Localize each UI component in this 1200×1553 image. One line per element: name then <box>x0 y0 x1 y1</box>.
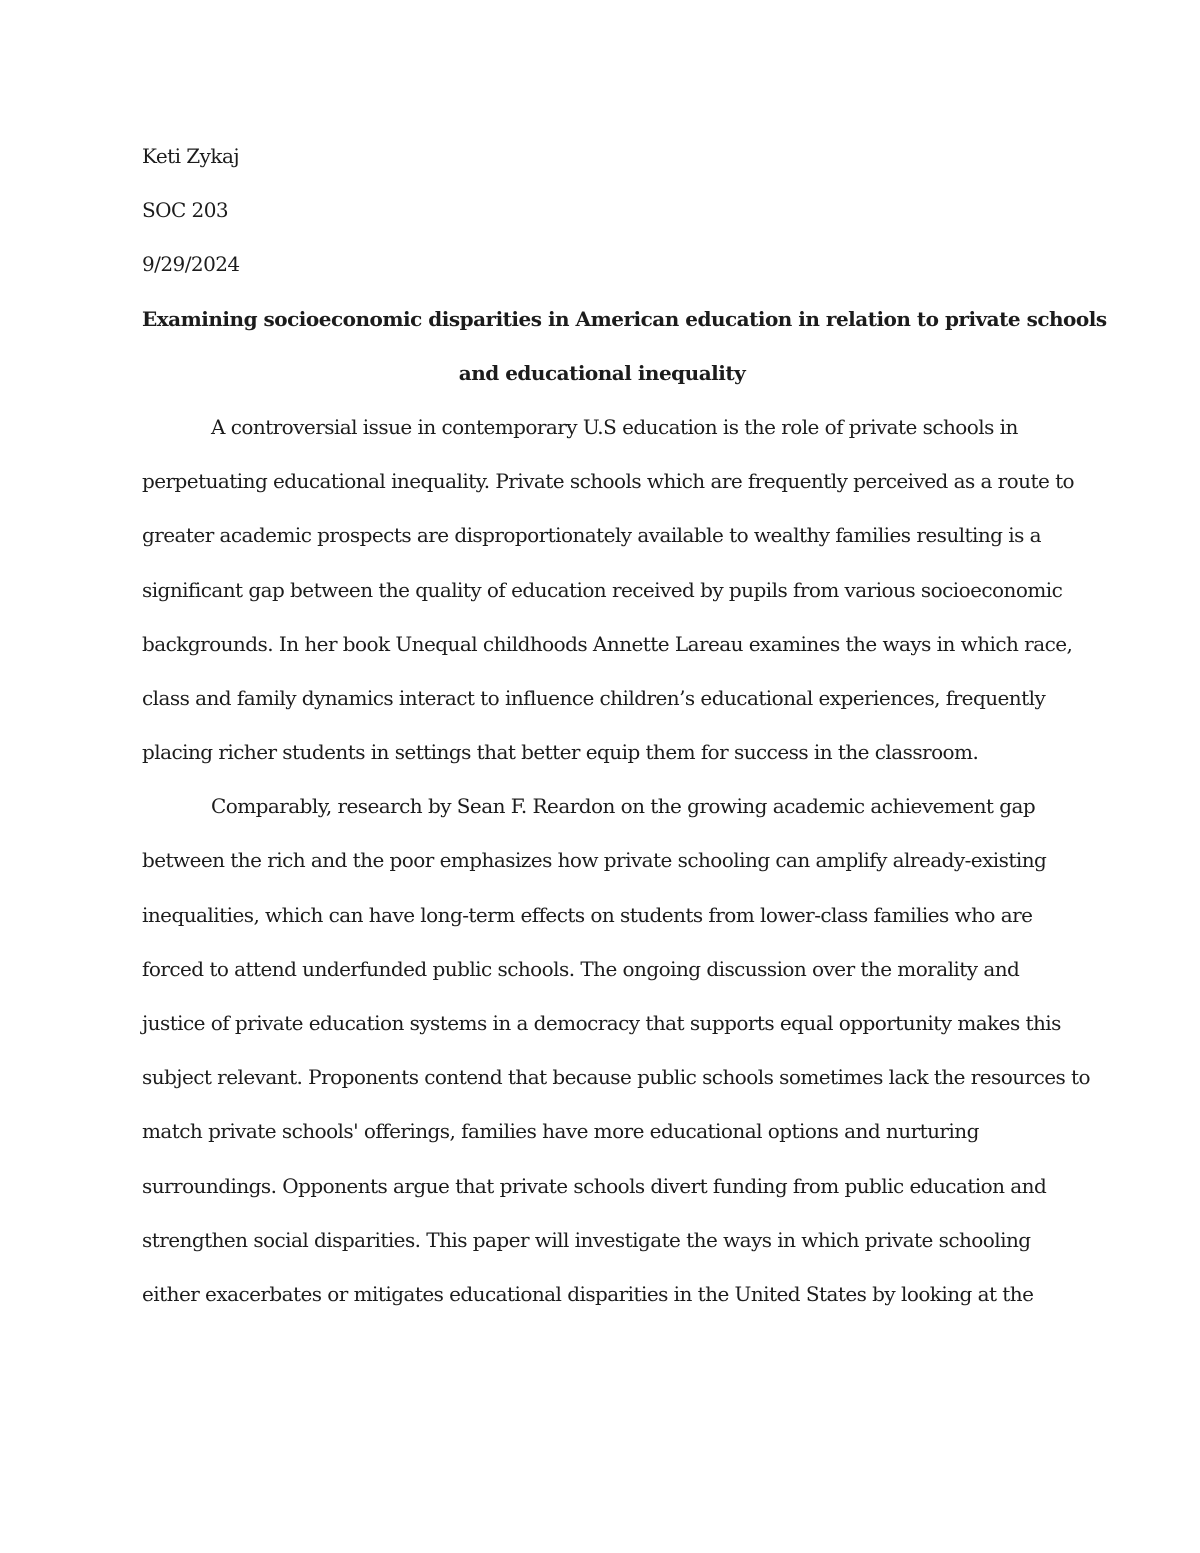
body-line: backgrounds. In her book Unequal childhoods Annette Lareau examines the ways in which race, <box>142 631 1073 656</box>
body-line: class and family dynamics interact to influence children’s educational experiences, frequently <box>142 685 1046 710</box>
author-name: Keti Zykaj <box>142 144 239 168</box>
body-line: placing richer students in settings that better equip them for success in the classroom. <box>142 740 979 765</box>
body-line: A controversial issue in contemporary U.S education is the role of private schools in <box>211 414 1018 439</box>
body-line: Comparably, research by Sean F. Reardon on the growing academic achievement gap <box>211 794 1036 819</box>
body-line: either exacerbates or mitigates educational disparities in the United States by looking at the <box>142 1281 1034 1306</box>
document-content <box>142 129 1107 1321</box>
body-line: subject relevant. Proponents contend that because public schools sometimes lack the resources to <box>142 1065 1091 1090</box>
paragraph-1 <box>142 400 1075 779</box>
body-line: greater academic prospects are disproportionately available to wealthy families resulting is a <box>142 523 1041 548</box>
body-line: perpetuating educational inequality. Private schools which are frequently perceived as a route to <box>142 469 1075 494</box>
body-line: match private schools' offerings, families have more educational options and nurturing <box>142 1119 979 1144</box>
body-line: surroundings. Opponents argue that private schools divert funding from public education and <box>142 1173 1047 1198</box>
body-line: forced to attend underfunded public schools. The ongoing discussion over the morality and <box>142 956 1020 981</box>
title-line: Examining socioeconomic disparities in American education in relation to private schools <box>142 306 1107 331</box>
body-line: between the rich and the poor emphasizes how private schooling can amplify already-existing <box>142 848 1047 873</box>
title-line: and educational inequality <box>458 360 746 385</box>
body-line: inequalities, which can have long-term effects on students from lower-class families who are <box>142 902 1033 927</box>
date: 9/29/2024 <box>142 252 240 277</box>
body-line: significant gap between the quality of education received by pupils from various socioeconomic <box>142 577 1063 602</box>
body-line: justice of private education systems in a democracy that supports equal opportunity makes this <box>142 1011 1061 1035</box>
body-line: strengthen social disparities. This paper will investigate the ways in which private schooling <box>142 1227 1031 1252</box>
course-code: SOC 203 <box>142 198 229 223</box>
paragraph-2 <box>142 779 1091 1321</box>
paper-title <box>142 292 1107 400</box>
